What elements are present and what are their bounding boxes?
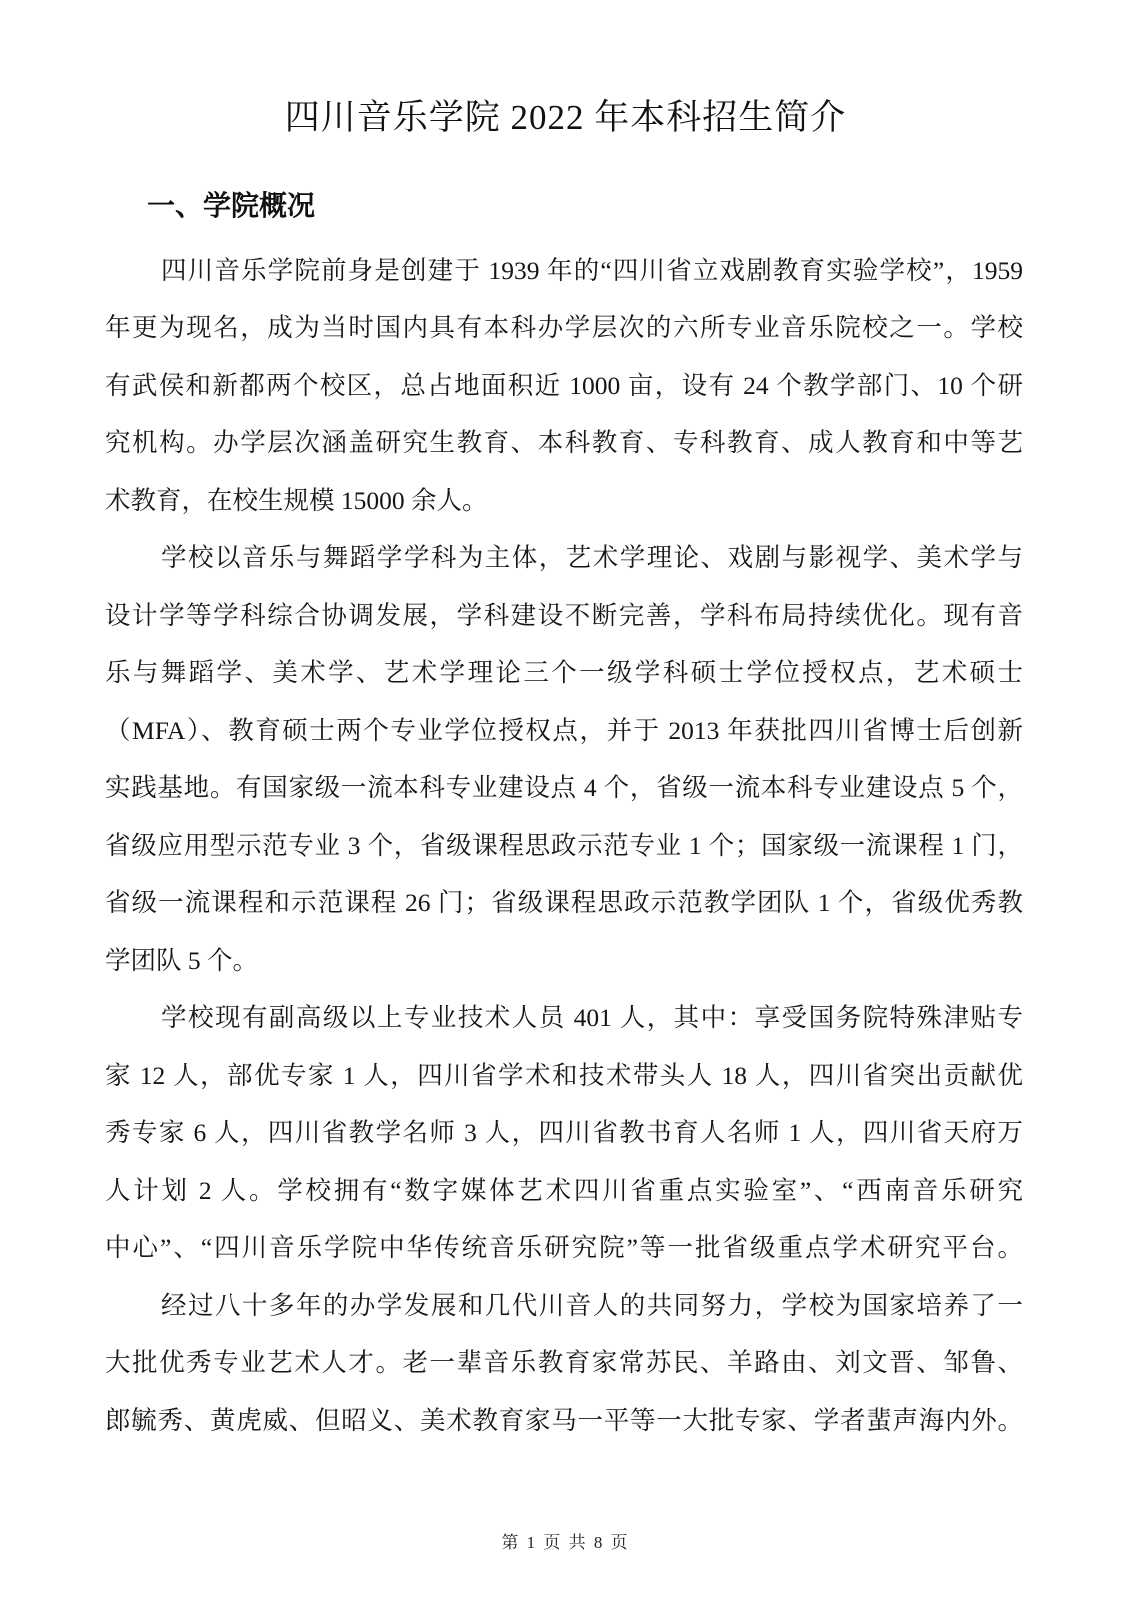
text-line: 家 12 人，部优专家 1 人，四川省学术和技术带头人 18 人，四川省突出贡献优 <box>105 1060 1023 1090</box>
text-line: 乐与舞蹈学、美术学、艺术学理论三个一级学科硕士学位授权点，艺术硕士 <box>105 658 1023 687</box>
text-line: 年更为现名，成为当时国内具有本科办学层次的六所专业音乐院校之一。学校 <box>105 313 1023 342</box>
text-line: 学校以音乐与舞蹈学学科为主体，艺术学理论、戏剧与影视学、美术学与 <box>161 543 1023 572</box>
text-line: 设计学等学科综合协调发展，学科建设不断完善，学科布局持续优化。现有音 <box>105 600 1023 630</box>
text-line: 郎毓秀、黄虎威、但昭义、美术教育家马一平等一大批专家、学者蜚声海内外。 <box>105 1405 1023 1435</box>
text-line: 秀专家 6 人，四川省教学名师 3 人，四川省教书育人名师 1 人，四川省天府万 <box>105 1118 1023 1147</box>
text-line: 大批优秀专业艺术人才。老一辈音乐教育家常苏民、羊路由、刘文晋、邹鲁、 <box>105 1348 1023 1377</box>
document-title: 四川音乐学院 2022 年本科招生简介 <box>284 98 847 137</box>
page-footer <box>0 1528 1131 1558</box>
text-line: 有武侯和新都两个校区，总占地面积近 1000 亩，设有 24 个教学部门、10 个研 <box>105 370 1023 400</box>
text-line: 人计划 2 人。学校拥有“数字媒体艺术四川省重点实验室”、“西南音乐研究 <box>105 1175 1023 1205</box>
document-body <box>105 178 1023 1449</box>
text-line: 究机构。办学层次涵盖研究生教育、本科教育、专科教育、成人教育和中等艺 <box>105 428 1023 457</box>
text-line: 中心”、“四川音乐学院中华传统音乐研究院”等一批省级重点学术研究平台。 <box>105 1233 1023 1262</box>
text-line: 学团队 5 个。 <box>105 945 259 975</box>
text-line: 实践基地。有国家级一流本科专业建设点 4 个，省级一流本科专业建设点 5 个， <box>105 773 1023 802</box>
text-line: 经过八十多年的办学发展和几代川音人的共同努力，学校为国家培养了一 <box>161 1290 1023 1320</box>
text-line: 术教育，在校生规模 15000 余人。 <box>105 485 488 515</box>
page-number: 第 1 页 共 8 页 <box>501 1533 630 1552</box>
text-line: 学校现有副高级以上专业技术人员 401 人，其中：享受国务院特殊津贴专 <box>161 1003 1023 1032</box>
text-line: 四川音乐学院前身是创建于 1939 年的“四川省立戏剧教育实验学校”，1959 <box>161 255 1023 285</box>
text-line: 省级应用型示范专业 3 个，省级课程思政示范专业 1 个；国家级一流课程 1 门， <box>105 830 1023 860</box>
text-line: 省级一流课程和示范课程 26 门；省级课程思政示范教学团队 1 个，省级优秀教 <box>105 888 1023 917</box>
text-line: （MFA）、教育硕士两个专业学位授权点，并于 2013 年获批四川省博士后创新 <box>105 715 1023 745</box>
section-heading: 一、学院概况 <box>147 191 316 222</box>
sections <box>105 178 1023 1449</box>
